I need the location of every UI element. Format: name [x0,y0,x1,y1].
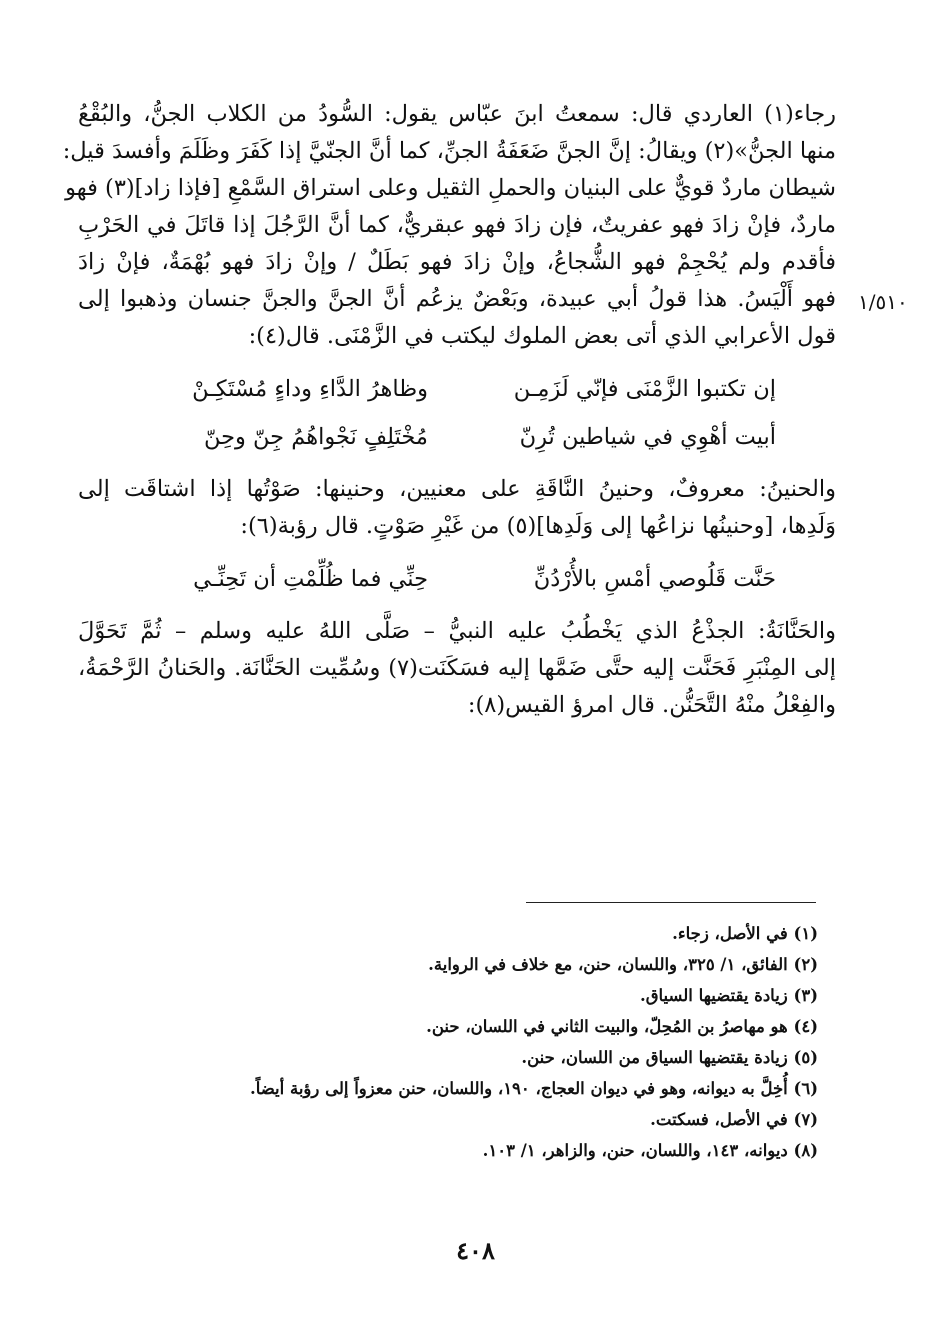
text-line: والفِعْلُ منْهُ التَّحَنُّن. قال امرؤ القيس(٨): [467,692,836,718]
poem-2 [78,555,836,603]
footnote: (٨) ديوانه، ١٤٣، واللسان، حنن، والزاهر، ١/ ١٠٣. [482,1141,818,1160]
text-line: فهو أَلْيَسُ. هذا قولُ أبي عبيدة، وبَعْضٌ يزعُم أنَّ الجنَّ والجنَّ جنسان وذهبوا إلى [78,286,836,312]
text-line: قول الأعرابي الذي أتى بعض الملوك ليكتب في الزَّمْنَى. قال(٤): [248,323,836,349]
text-line: ماردٌ، فإنْ زادَ فهو عفريتٌ، فإن زادَ فهو عبقريٌّ، كما أنَّ الرَّجُلَ إذا قاتَلَ في الحَرْبِ [78,212,836,238]
poem-1 [78,365,836,461]
footnote: (٧) في الأصل، فسكتت. [650,1110,818,1129]
verse-line [78,413,836,461]
text-line: فأقدم ولم يُحْجِمْ فهو الشُّجاعُ، وإنْ زادَ فهو بَطَلٌ / وإنْ زادَ فهو بُهْمَةٌ، فإنْ زادَ [78,249,836,275]
text-line: وَلَدِها، [وحنينُها نزاعُها إلى وَلَدِها](٥) من غَيْرِ صَوْتٍ. قال رؤبة(٦): [240,513,836,539]
text-line: والحنينُ: معروفٌ، وحنينُ النَّاقَةِ على معنيين، وحنينها: صَوْتُها إذا اشتاقَت إلى [78,476,836,502]
verse-first-hemistich: إن تكتبوا الزَّمْنَى فإنّي لَزَمِـن [513,376,776,402]
paragraph-2 [78,471,836,545]
verse-second-hemistich: مُخْتَلِفٍ نَجْواهُمُ جِنّ وحِنّ [203,424,428,450]
verse-line [78,555,836,603]
verse-first-hemistich: حَنَّت قَلُوصي أمْسِ بالأُرْدُنِّ [533,566,776,592]
verse-first-hemistich: أبيت أهْوِي في شياطين تُرِنّ [519,424,776,450]
text-line: منها الجنُّ»(٢) ويقالُ: إنَّ الجنَّ ضَعَفَةُ الجنِّ، كما أنَّ الجنّيَّ إذا كَفَرَ وظَلَمَ وأفسدَ قيل: [62,138,836,164]
text-line: إلى المِنْبَرِ فَحَنَّت إليه حتَّى ضَمَّها إليه فسَكَنَت(٧) وسُمِّيت الحَنَّانَة. والحَنانُ الرَّحْمَةُ، [78,655,836,681]
verse-second-hemistich: وظاهرُ الدَّاءِ وداءٍ مُسْتَكِـنْ [192,376,428,402]
verse-line [78,365,836,413]
footnote: (٣) زيادة يقتضيها السياق. [639,986,818,1005]
text-line: شيطان ماردٌ قويٌّ على البنيان والحملِ الثقيل وعلى استراق السَّمْعِ [فإذا زاد](٣) فهو [65,175,836,201]
footnote-separator [526,902,816,903]
paragraph-1 [62,96,836,355]
page-number: ٤٠٨ [456,1236,495,1265]
margin-reference: ١/٥١٠ [858,290,908,314]
main-text [62,96,836,724]
footnotes [190,918,818,1166]
footnote: (٦) أُخِلَّ به ديوانه، وهو في ديوان العجاج، ١٩٠، واللسان، حنن معزواً إلى رؤبة أيضاً. [249,1079,818,1098]
footnote: (١) في الأصل، زجاء. [672,924,818,943]
verse-second-hemistich: حِنِّي فما ظُلِّمْتِ أن تَحِنِّـي [193,566,428,592]
footnote: (٢) الفائق، ١/ ٣٢٥، واللسان، حنن، مع خلاف في الرواية. [428,955,818,974]
footnote: (٥) زيادة يقتضيها السياق من اللسان، حنن. [521,1048,818,1067]
text-line: رجاء(١) العاردي قال: سمعتُ ابنَ عبّاس يقول: السُّودُ من الكلاب الجنُّ، والبُقْعُ [78,101,836,127]
text-line: والحَنَّانَةُ: الجذْعُ الذي يَخْطُبُ عليه النبيُّ – صَلَّى اللهُ عليه وسلم – ثُمَّ تَحَوَّلَ [78,618,836,644]
paragraph-3 [78,613,836,724]
footnote: (٤) هو مهاصرُ بن المُحِلّ، والبيت الثاني في اللسان، حنن. [426,1017,818,1036]
